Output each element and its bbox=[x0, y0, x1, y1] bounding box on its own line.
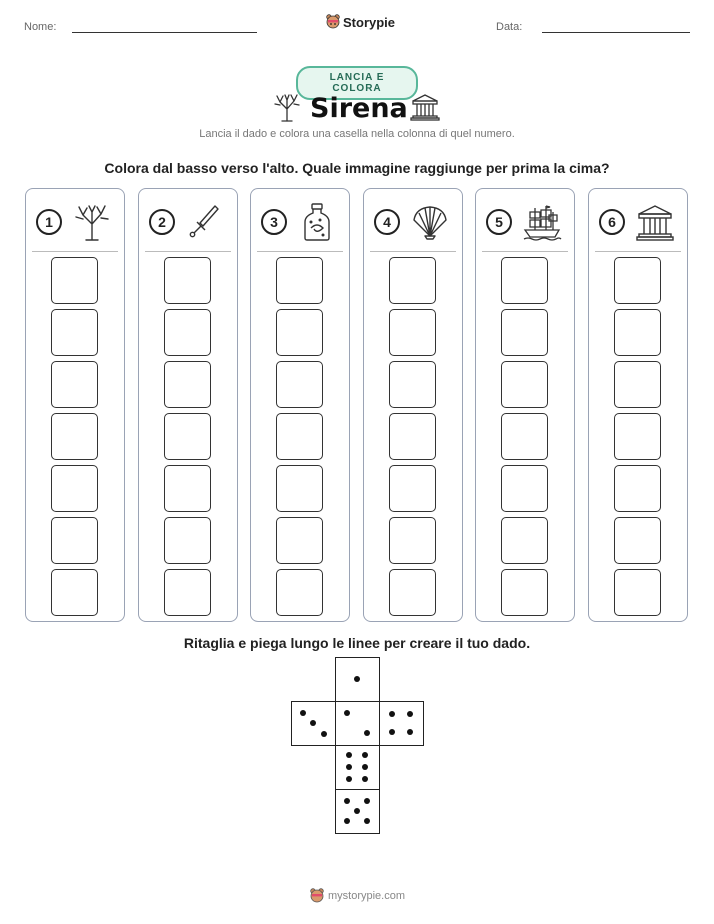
color-box[interactable] bbox=[389, 257, 436, 304]
color-box[interactable] bbox=[389, 465, 436, 512]
shell-icon bbox=[410, 202, 450, 242]
name-label: Nome: bbox=[24, 21, 57, 33]
color-box[interactable] bbox=[614, 309, 661, 356]
dice-face-3 bbox=[291, 701, 336, 746]
dice-face-2 bbox=[335, 701, 380, 746]
color-box[interactable] bbox=[614, 517, 661, 564]
pip bbox=[346, 764, 352, 770]
color-box[interactable] bbox=[164, 465, 211, 512]
bottle-icon bbox=[297, 202, 337, 242]
footer-url[interactable]: mystorypie.com bbox=[328, 890, 406, 902]
bear-logo-icon bbox=[310, 888, 324, 904]
coral-icon bbox=[72, 202, 112, 242]
color-box[interactable] bbox=[389, 413, 436, 460]
column-3 bbox=[250, 188, 350, 622]
column-number: 5 bbox=[486, 209, 512, 235]
pip bbox=[407, 729, 413, 735]
column-number: 4 bbox=[374, 209, 400, 235]
color-box[interactable] bbox=[51, 413, 98, 460]
pip bbox=[321, 731, 327, 737]
activity-badge: LANCIA E COLORA bbox=[296, 66, 418, 100]
column-2 bbox=[138, 188, 238, 622]
color-box[interactable] bbox=[614, 361, 661, 408]
name-line[interactable] bbox=[72, 32, 257, 33]
color-box[interactable] bbox=[276, 257, 323, 304]
color-box[interactable] bbox=[51, 465, 98, 512]
color-box[interactable] bbox=[614, 257, 661, 304]
footer bbox=[310, 888, 405, 904]
pip bbox=[364, 798, 370, 804]
pip bbox=[362, 776, 368, 782]
pip bbox=[344, 710, 350, 716]
column-divider bbox=[370, 251, 456, 252]
date-label: Data: bbox=[496, 21, 523, 33]
column-number: 1 bbox=[36, 209, 62, 235]
dice-face-6 bbox=[335, 745, 380, 790]
column-number: 2 bbox=[149, 209, 175, 235]
color-box[interactable] bbox=[389, 361, 436, 408]
color-box[interactable] bbox=[501, 569, 548, 616]
column-number: 6 bbox=[599, 209, 625, 235]
color-box[interactable] bbox=[164, 309, 211, 356]
color-box[interactable] bbox=[164, 361, 211, 408]
pip bbox=[407, 711, 413, 717]
column-1 bbox=[25, 188, 125, 622]
page-subtitle: Lancia il dado e colora una casella nella colonna di quel numero. bbox=[199, 128, 515, 140]
color-box[interactable] bbox=[501, 361, 548, 408]
pip bbox=[364, 818, 370, 824]
color-box[interactable] bbox=[164, 257, 211, 304]
color-box[interactable] bbox=[164, 413, 211, 460]
color-box[interactable] bbox=[389, 517, 436, 564]
pip bbox=[300, 710, 306, 716]
coral-icon bbox=[272, 92, 302, 122]
column-6 bbox=[588, 188, 688, 622]
color-box[interactable] bbox=[501, 465, 548, 512]
column-divider bbox=[595, 251, 681, 252]
pip bbox=[344, 818, 350, 824]
brand-name: Storypie bbox=[343, 14, 396, 30]
pip bbox=[362, 764, 368, 770]
pip bbox=[310, 720, 316, 726]
column-divider bbox=[145, 251, 231, 252]
temple-icon bbox=[635, 202, 675, 242]
color-box[interactable] bbox=[164, 569, 211, 616]
color-box[interactable] bbox=[51, 309, 98, 356]
dice-instruction: Ritaglia e piega lungo le linee per creare il tuo dado. bbox=[183, 635, 531, 651]
dice-face-5 bbox=[335, 789, 380, 834]
pip bbox=[354, 676, 360, 682]
date-line[interactable] bbox=[542, 32, 690, 33]
temple-icon bbox=[410, 92, 440, 122]
column-divider bbox=[257, 251, 343, 252]
color-box[interactable] bbox=[501, 309, 548, 356]
color-box[interactable] bbox=[51, 257, 98, 304]
color-box[interactable] bbox=[276, 361, 323, 408]
column-5 bbox=[475, 188, 575, 622]
pip bbox=[346, 752, 352, 758]
color-box[interactable] bbox=[51, 569, 98, 616]
color-box[interactable] bbox=[501, 257, 548, 304]
ship-icon bbox=[522, 202, 562, 242]
brand-logo bbox=[326, 14, 395, 30]
color-box[interactable] bbox=[614, 569, 661, 616]
page-title: Sirena bbox=[310, 93, 408, 124]
color-box[interactable] bbox=[276, 569, 323, 616]
pip bbox=[354, 808, 360, 814]
dice-face-1 bbox=[335, 657, 380, 702]
dice-face-4 bbox=[379, 701, 424, 746]
pip bbox=[362, 752, 368, 758]
pip bbox=[389, 729, 395, 735]
color-box[interactable] bbox=[276, 413, 323, 460]
game-instruction: Colora dal basso verso l'alto. Quale immagine raggiunge per prima la cima? bbox=[104, 160, 610, 176]
column-divider bbox=[482, 251, 568, 252]
color-box[interactable] bbox=[614, 465, 661, 512]
pip bbox=[344, 798, 350, 804]
color-box[interactable] bbox=[389, 309, 436, 356]
pip bbox=[389, 711, 395, 717]
color-box[interactable] bbox=[276, 465, 323, 512]
color-box[interactable] bbox=[276, 517, 323, 564]
column-divider bbox=[32, 251, 118, 252]
column-number: 3 bbox=[261, 209, 287, 235]
color-box[interactable] bbox=[51, 361, 98, 408]
color-box[interactable] bbox=[51, 517, 98, 564]
color-box[interactable] bbox=[389, 569, 436, 616]
pip bbox=[346, 776, 352, 782]
color-box[interactable] bbox=[501, 413, 548, 460]
color-box[interactable] bbox=[164, 517, 211, 564]
bear-logo-icon bbox=[326, 14, 340, 30]
pip bbox=[364, 730, 370, 736]
dagger-icon bbox=[185, 202, 225, 242]
color-box[interactable] bbox=[276, 309, 323, 356]
color-box[interactable] bbox=[614, 413, 661, 460]
column-4 bbox=[363, 188, 463, 622]
color-box[interactable] bbox=[501, 517, 548, 564]
